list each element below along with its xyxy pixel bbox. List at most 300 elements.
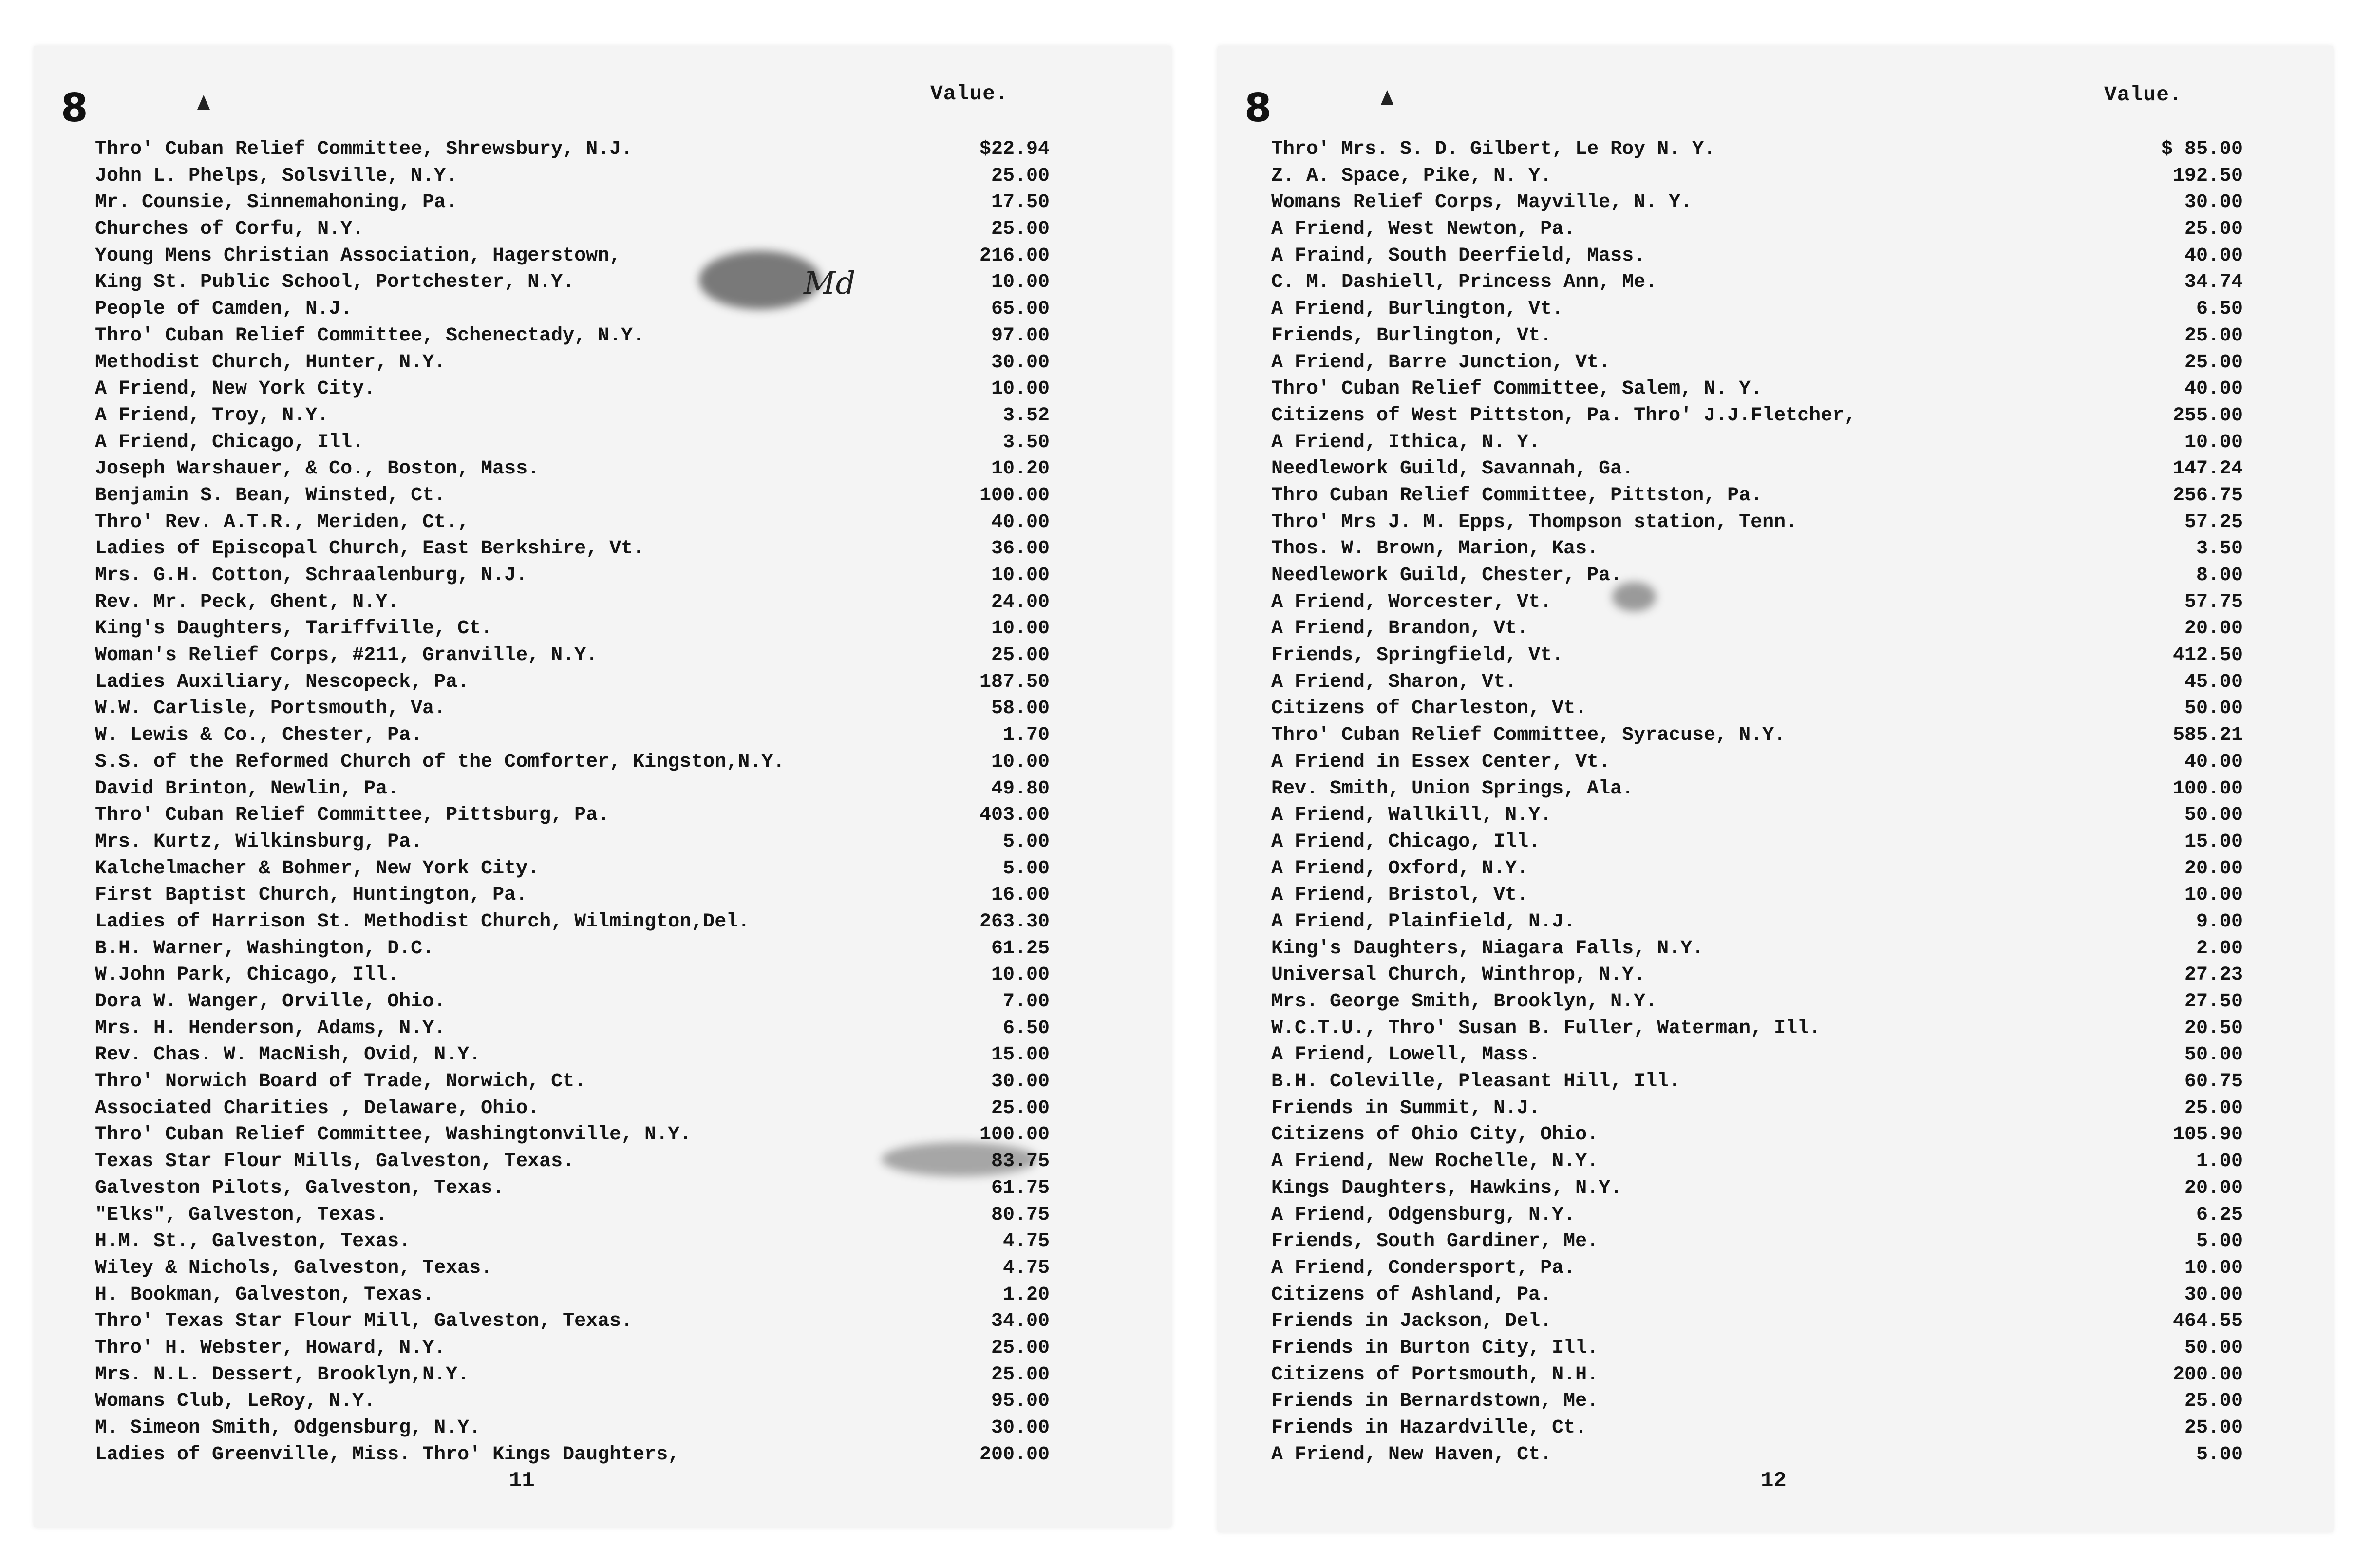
donation-row bbox=[1271, 1096, 2243, 1122]
donation-value: 58.00 bbox=[991, 698, 1050, 720]
donation-value: 100.00 bbox=[979, 1124, 1050, 1146]
donation-row bbox=[1271, 483, 2243, 510]
donation-row bbox=[1271, 776, 2243, 803]
donation-row bbox=[95, 1202, 1050, 1229]
donor-name: Mrs. H. Henderson, Adams, N.Y. bbox=[95, 1017, 446, 1039]
donor-name: S.S. of the Reformed Church of the Comforter, Kingston,N.Y. bbox=[95, 751, 785, 773]
donor-name: C. M. Dashiell, Princess Ann, Me. bbox=[1271, 271, 1657, 294]
donation-value: 61.75 bbox=[991, 1177, 1050, 1199]
donation-value: 10.00 bbox=[991, 565, 1050, 586]
donation-row bbox=[95, 1069, 1050, 1096]
donation-value: 5.00 bbox=[2196, 1443, 2243, 1466]
donor-name: Mrs. George Smith, Brooklyn, N.Y. bbox=[1271, 991, 1657, 1013]
donation-row bbox=[1271, 989, 2243, 1016]
donation-row bbox=[1271, 1282, 2243, 1309]
donation-value: 8.00 bbox=[2196, 565, 2243, 586]
donor-name: Woman's Relief Corps, #211, Granville, N.Y. bbox=[95, 644, 598, 667]
donation-value: 5.00 bbox=[2196, 1230, 2243, 1253]
donor-name: Universal Church, Winthrop, N.Y. bbox=[1271, 964, 1646, 986]
donation-row bbox=[95, 776, 1050, 803]
donation-value: 255.00 bbox=[2172, 404, 2243, 427]
donation-value: 147.24 bbox=[2172, 458, 2243, 480]
donation-row bbox=[95, 1415, 1050, 1442]
donation-row bbox=[1271, 1149, 2243, 1175]
donor-name: Thro' Mrs. S. D. Gilbert, Le Roy N. Y. bbox=[1271, 138, 1716, 160]
donor-name: A Friend, Worcester, Vt. bbox=[1271, 591, 1552, 613]
donation-row bbox=[95, 936, 1050, 963]
donor-name: Citizens of Charleston, Vt. bbox=[1271, 698, 1587, 720]
donation-row bbox=[1271, 163, 2243, 190]
donation-row bbox=[95, 749, 1050, 776]
donation-row bbox=[1271, 1175, 2243, 1202]
donation-row bbox=[95, 323, 1050, 350]
donation-row bbox=[1271, 243, 2243, 270]
donor-name: A Friend, Oxford, N.Y. bbox=[1271, 857, 1529, 880]
donor-name: B.H. Coleville, Pleasant Hill, Ill. bbox=[1271, 1071, 1681, 1093]
donor-name: A Friend, New Rochelle, N.Y. bbox=[1271, 1151, 1599, 1173]
donation-row bbox=[1271, 1202, 2243, 1229]
donation-row bbox=[95, 1362, 1050, 1389]
donation-row bbox=[1271, 136, 2243, 163]
donation-value: 34.74 bbox=[2184, 271, 2243, 294]
donor-name: Thro' Cuban Relief Committee, Syracuse, N.Y. bbox=[1271, 724, 1786, 747]
donor-name: Associated Charities , Delaware, Ohio. bbox=[95, 1097, 540, 1119]
donation-value: 45.00 bbox=[2184, 671, 2243, 693]
donor-name: H.M. St., Galveston, Texas. bbox=[95, 1230, 411, 1253]
donation-row bbox=[1271, 563, 2243, 589]
donation-row bbox=[1271, 829, 2243, 856]
donor-name: Galveston Pilots, Galveston, Texas. bbox=[95, 1177, 505, 1199]
donor-name: Citizens of West Pittston, Pa. Thro' J.J.Fletcher, bbox=[1271, 404, 1856, 427]
donation-row bbox=[1271, 1228, 2243, 1255]
donation-value: 10.00 bbox=[991, 964, 1050, 986]
donor-name: Thro' Cuban Relief Committee, Pittsburg, Pa. bbox=[95, 804, 610, 827]
donation-row bbox=[1271, 350, 2243, 377]
donation-row bbox=[95, 722, 1050, 749]
donation-value: 20.50 bbox=[2184, 1017, 2243, 1039]
donation-value: 30.00 bbox=[2184, 191, 2243, 214]
donor-name: W.John Park, Chicago, Ill. bbox=[95, 964, 399, 986]
donation-value: 464.55 bbox=[2172, 1310, 2243, 1333]
donation-value: 585.21 bbox=[2172, 724, 2243, 747]
donor-name: A Friend, Odgensburg, N.Y. bbox=[1271, 1204, 1576, 1226]
donation-value: 50.00 bbox=[2184, 698, 2243, 720]
donor-name: A Friend, West Newton, Pa. bbox=[1271, 218, 1576, 241]
donation-value: 10.20 bbox=[991, 458, 1050, 480]
donation-value: 25.00 bbox=[991, 218, 1050, 241]
donor-name: A Friend, New York City. bbox=[95, 378, 376, 400]
binder-clip-mark: 8 bbox=[61, 85, 88, 131]
donation-value: 25.00 bbox=[2184, 1097, 2243, 1119]
donor-name: Ladies of Episcopal Church, East Berkshire, Vt. bbox=[95, 538, 645, 560]
donation-row bbox=[95, 989, 1050, 1016]
donation-row bbox=[1271, 802, 2243, 829]
donation-value: 30.00 bbox=[991, 351, 1050, 374]
donation-row bbox=[95, 350, 1050, 377]
donation-row bbox=[95, 1122, 1050, 1149]
donor-name: Thro' Rev. A.T.R., Meriden, Ct., bbox=[95, 511, 470, 533]
donation-row bbox=[1271, 456, 2243, 483]
donation-row bbox=[1271, 722, 2243, 749]
donation-row bbox=[95, 962, 1050, 989]
donation-value: 3.50 bbox=[1002, 431, 1050, 453]
donation-row bbox=[95, 642, 1050, 669]
donation-value: 25.00 bbox=[991, 1097, 1050, 1119]
donation-value: 10.00 bbox=[2184, 1257, 2243, 1279]
donation-value: 61.25 bbox=[991, 937, 1050, 960]
donation-row bbox=[95, 1335, 1050, 1362]
donation-value: 100.00 bbox=[979, 484, 1050, 507]
donation-value: 50.00 bbox=[2184, 1044, 2243, 1066]
donor-name: Thro' Cuban Relief Committee, Washingtonville, N.Y. bbox=[95, 1124, 692, 1146]
donation-row bbox=[1271, 909, 2243, 936]
donation-row bbox=[95, 616, 1050, 642]
donation-row bbox=[95, 1442, 1050, 1469]
donation-row bbox=[1271, 1442, 2243, 1469]
donation-row bbox=[1271, 962, 2243, 989]
donation-value: 25.00 bbox=[2184, 351, 2243, 374]
donation-value: 263.30 bbox=[979, 910, 1050, 933]
donor-name: A Friend, Lowell, Mass. bbox=[1271, 1044, 1541, 1066]
donation-value: 5.00 bbox=[1002, 857, 1050, 880]
donation-row bbox=[1271, 1255, 2243, 1282]
donation-value: 10.00 bbox=[991, 751, 1050, 773]
donation-value: 49.80 bbox=[991, 777, 1050, 800]
donation-row bbox=[95, 882, 1050, 909]
donation-value: 95.00 bbox=[991, 1390, 1050, 1413]
donation-value: 25.00 bbox=[991, 165, 1050, 187]
donation-row bbox=[1271, 749, 2243, 776]
donation-row bbox=[95, 696, 1050, 722]
donation-value: 50.00 bbox=[2184, 1337, 2243, 1359]
donor-name: Friends in Summit, N.J. bbox=[1271, 1097, 1541, 1119]
donation-row bbox=[95, 1096, 1050, 1122]
donor-name: Citizens of Ohio City, Ohio. bbox=[1271, 1124, 1599, 1146]
donor-name: Ladies Auxiliary, Nescopeck, Pa. bbox=[95, 671, 470, 693]
donor-name: Mrs. N.L. Dessert, Brooklyn,N.Y. bbox=[95, 1363, 470, 1386]
donation-row bbox=[1271, 189, 2243, 216]
donation-row bbox=[95, 296, 1050, 323]
donor-name: Friends in Burton City, Ill. bbox=[1271, 1337, 1599, 1359]
donation-value: 200.00 bbox=[979, 1443, 1050, 1466]
donation-value: 6.50 bbox=[2196, 298, 2243, 321]
donation-row bbox=[1271, 856, 2243, 883]
donation-value: 83.75 bbox=[991, 1151, 1050, 1173]
donation-row bbox=[95, 669, 1050, 696]
donor-name: Citizens of Portsmouth, N.H. bbox=[1271, 1363, 1599, 1386]
donation-value: 27.50 bbox=[2184, 991, 2243, 1013]
triangle-mark-icon bbox=[197, 95, 210, 110]
donor-name: King St. Public School, Portchester, N.Y. bbox=[95, 271, 575, 294]
donation-value: 20.00 bbox=[2184, 1177, 2243, 1199]
page-number: 11 bbox=[509, 1469, 535, 1493]
donation-row bbox=[1271, 1415, 2243, 1442]
donation-value: 80.75 bbox=[991, 1204, 1050, 1226]
donor-name: A Friend, Ithica, N. Y. bbox=[1271, 431, 1541, 453]
donation-value: 10.00 bbox=[991, 378, 1050, 400]
donor-name: Joseph Warshauer, & Co., Boston, Mass. bbox=[95, 458, 540, 480]
donation-row bbox=[95, 1228, 1050, 1255]
donor-name: A Friend, Brandon, Vt. bbox=[1271, 618, 1529, 640]
donor-name: A Friend, Barre Junction, Vt. bbox=[1271, 351, 1611, 374]
donor-name: "Elks", Galveston, Texas. bbox=[95, 1204, 388, 1226]
donation-row bbox=[95, 1388, 1050, 1415]
donation-row bbox=[95, 243, 1050, 270]
donor-name: John L. Phelps, Solsville, N.Y. bbox=[95, 165, 458, 187]
donation-row bbox=[1271, 1016, 2243, 1042]
donation-value: 30.00 bbox=[991, 1417, 1050, 1439]
donor-name: A Friend, New Haven, Ct. bbox=[1271, 1443, 1552, 1466]
donation-value: 65.00 bbox=[991, 298, 1050, 321]
handwritten-note: Md bbox=[804, 265, 856, 302]
donation-value: 200.00 bbox=[2172, 1363, 2243, 1386]
donation-row bbox=[1271, 936, 2243, 963]
donation-value: 6.50 bbox=[1002, 1017, 1050, 1039]
donor-name: Young Mens Christian Association, Hagerstown, bbox=[95, 245, 621, 267]
donation-value: 3.52 bbox=[1002, 404, 1050, 427]
donation-row bbox=[95, 483, 1050, 510]
donor-name: Thro' Mrs J. M. Epps, Thompson station, Tenn. bbox=[1271, 511, 1798, 533]
donation-row bbox=[1271, 269, 2243, 296]
donor-name: Kalchelmacher & Bohmer, New York City. bbox=[95, 857, 540, 880]
donor-name: Kings Daughters, Hawkins, N.Y. bbox=[1271, 1177, 1622, 1199]
donation-row bbox=[95, 456, 1050, 483]
donor-name: A Friend, Chicago, Ill. bbox=[1271, 831, 1541, 853]
donor-name: King's Daughters, Niagara Falls, N.Y. bbox=[1271, 937, 1704, 960]
donor-name: A Friend, Chicago, Ill. bbox=[95, 431, 364, 453]
donation-value: 256.75 bbox=[2172, 484, 2243, 507]
donation-value: 27.23 bbox=[2184, 964, 2243, 986]
donation-value: 4.75 bbox=[1002, 1230, 1050, 1253]
donor-name: Thos. W. Brown, Marion, Kas. bbox=[1271, 538, 1599, 560]
donor-name: Mrs. G.H. Cotton, Schraalenburg, N.J. bbox=[95, 565, 528, 586]
donation-row bbox=[95, 510, 1050, 536]
donor-name: H. Bookman, Galveston, Texas. bbox=[95, 1284, 434, 1306]
donation-value: 60.75 bbox=[2184, 1071, 2243, 1093]
donor-name: Mr. Counsie, Sinnemahoning, Pa. bbox=[95, 191, 458, 214]
donation-row bbox=[1271, 882, 2243, 909]
donation-value: 40.00 bbox=[2184, 378, 2243, 400]
donation-value: 5.00 bbox=[1002, 831, 1050, 853]
donation-value: 97.00 bbox=[991, 324, 1050, 347]
donation-value: 7.00 bbox=[1002, 991, 1050, 1013]
donation-value: 403.00 bbox=[979, 804, 1050, 827]
donor-name: Benjamin S. Bean, Winsted, Ct. bbox=[95, 484, 446, 507]
donor-name: Mrs. Kurtz, Wilkinsburg, Pa. bbox=[95, 831, 423, 853]
donor-name: Womans Club, LeRoy, N.Y. bbox=[95, 1390, 376, 1413]
donation-value: 20.00 bbox=[2184, 618, 2243, 640]
donation-list bbox=[95, 136, 1050, 1468]
donor-name: Thro' Cuban Relief Committee, Shrewsbury, N.J. bbox=[95, 138, 633, 160]
donation-value: 20.00 bbox=[2184, 857, 2243, 880]
donor-name: Methodist Church, Hunter, N.Y. bbox=[95, 351, 446, 374]
donation-row bbox=[1271, 642, 2243, 669]
donation-row bbox=[95, 1016, 1050, 1042]
donation-value: 216.00 bbox=[979, 245, 1050, 267]
donor-name: Rev. Smith, Union Springs, Ala. bbox=[1271, 777, 1634, 800]
donation-row bbox=[1271, 1122, 2243, 1149]
donor-name: Texas Star Flour Mills, Galveston, Texas. bbox=[95, 1151, 575, 1173]
donation-row bbox=[95, 216, 1050, 243]
donation-row bbox=[95, 856, 1050, 883]
donor-name: M. Simeon Smith, Odgensburg, N.Y. bbox=[95, 1417, 481, 1439]
ledger-page-12 bbox=[1218, 46, 2333, 1532]
donation-value: 25.00 bbox=[991, 1363, 1050, 1386]
donation-row bbox=[95, 802, 1050, 829]
donation-value: 25.00 bbox=[2184, 218, 2243, 241]
donation-value: 3.50 bbox=[2196, 538, 2243, 560]
donation-value: 25.00 bbox=[991, 1337, 1050, 1359]
donation-row bbox=[95, 1255, 1050, 1282]
donation-row bbox=[95, 163, 1050, 190]
donation-value: 16.00 bbox=[991, 884, 1050, 907]
donor-name: Thro' Cuban Relief Committee, Salem, N. Y. bbox=[1271, 378, 1763, 400]
donation-row bbox=[1271, 296, 2243, 323]
donor-name: Friends, Springfield, Vt. bbox=[1271, 644, 1564, 667]
donation-value: 36.00 bbox=[991, 538, 1050, 560]
donor-name: King's Daughters, Tariffville, Ct. bbox=[95, 618, 493, 640]
donation-row bbox=[95, 189, 1050, 216]
donor-name: A Fraind, South Deerfield, Mass. bbox=[1271, 245, 1646, 267]
donor-name: W.W. Carlisle, Portsmouth, Va. bbox=[95, 698, 446, 720]
donor-name: A Friend, Sharon, Vt. bbox=[1271, 671, 1517, 693]
donation-value: $ 85.00 bbox=[2161, 138, 2243, 160]
donation-value: 15.00 bbox=[2184, 831, 2243, 853]
donation-row bbox=[95, 563, 1050, 589]
donation-value: 30.00 bbox=[2184, 1284, 2243, 1306]
donor-name: Rev. Mr. Peck, Ghent, N.Y. bbox=[95, 591, 399, 613]
donor-name: Womans Relief Corps, Mayville, N. Y. bbox=[1271, 191, 1693, 214]
donor-name: A Friend, Wallkill, N.Y. bbox=[1271, 804, 1552, 827]
donor-name: Thro' Norwich Board of Trade, Norwich, Ct. bbox=[95, 1071, 586, 1093]
donation-value: 30.00 bbox=[991, 1071, 1050, 1093]
donation-value: 9.00 bbox=[2196, 910, 2243, 933]
donation-value: 25.00 bbox=[991, 644, 1050, 667]
donation-value: 25.00 bbox=[2184, 1390, 2243, 1413]
donor-name: Friends in Jackson, Del. bbox=[1271, 1310, 1552, 1333]
donation-row bbox=[95, 1175, 1050, 1202]
donation-value: 57.25 bbox=[2184, 511, 2243, 533]
donation-row bbox=[1271, 1388, 2243, 1415]
donation-row bbox=[1271, 510, 2243, 536]
donation-value: 15.00 bbox=[991, 1044, 1050, 1066]
value-column-header: Value. bbox=[2104, 83, 2183, 107]
donation-row bbox=[95, 536, 1050, 563]
donor-name: Friends in Hazardville, Ct. bbox=[1271, 1417, 1587, 1439]
donation-value: 1.20 bbox=[1002, 1284, 1050, 1306]
donation-row bbox=[1271, 430, 2243, 456]
donor-name: A Friend, Burlington, Vt. bbox=[1271, 298, 1564, 321]
donation-value: 10.00 bbox=[991, 271, 1050, 294]
donor-name: Needlework Guild, Savannah, Ga. bbox=[1271, 458, 1634, 480]
donation-value: 40.00 bbox=[991, 511, 1050, 533]
donor-name: Churches of Corfu, N.Y. bbox=[95, 218, 364, 241]
donation-value: 40.00 bbox=[2184, 245, 2243, 267]
donor-name: Wiley & Nichols, Galveston, Texas. bbox=[95, 1257, 493, 1279]
donor-name: Thro Cuban Relief Committee, Pittston, Pa. bbox=[1271, 484, 1763, 507]
donation-row bbox=[1271, 616, 2243, 642]
donation-value: 24.00 bbox=[991, 591, 1050, 613]
donation-row bbox=[95, 269, 1050, 296]
donor-name: Thro' Cuban Relief Committee, Schenectady, N.Y. bbox=[95, 324, 645, 347]
donor-name: First Baptist Church, Huntington, Pa. bbox=[95, 884, 528, 907]
donation-row bbox=[1271, 696, 2243, 722]
donation-value: 105.90 bbox=[2172, 1124, 2243, 1146]
donation-value: 17.50 bbox=[991, 191, 1050, 214]
value-column-header: Value. bbox=[930, 82, 1009, 106]
donation-row bbox=[95, 1308, 1050, 1335]
donor-name: People of Camden, N.J. bbox=[95, 298, 353, 321]
donor-name: Friends, Burlington, Vt. bbox=[1271, 324, 1552, 347]
donation-value: 10.00 bbox=[2184, 431, 2243, 453]
donation-row bbox=[1271, 1362, 2243, 1389]
page-number: 12 bbox=[1761, 1469, 1787, 1493]
donation-row bbox=[95, 136, 1050, 163]
donation-value: 25.00 bbox=[2184, 1417, 2243, 1439]
donation-value: 57.75 bbox=[2184, 591, 2243, 613]
donor-name: A Friend, Troy, N.Y. bbox=[95, 404, 329, 427]
donation-value: 1.70 bbox=[1002, 724, 1050, 747]
donation-value: 187.50 bbox=[979, 671, 1050, 693]
donation-value: 10.00 bbox=[2184, 884, 2243, 907]
donation-value: 192.50 bbox=[2172, 165, 2243, 187]
donation-value: 100.00 bbox=[2172, 777, 2243, 800]
donation-row bbox=[95, 1282, 1050, 1309]
donor-name: David Brinton, Newlin, Pa. bbox=[95, 777, 399, 800]
donation-row bbox=[1271, 536, 2243, 563]
donation-row bbox=[1271, 403, 2243, 430]
donation-list bbox=[1271, 136, 2243, 1468]
donor-name: B.H. Warner, Washington, D.C. bbox=[95, 937, 434, 960]
donation-row bbox=[1271, 589, 2243, 616]
donation-value: 40.00 bbox=[2184, 751, 2243, 773]
donation-row bbox=[95, 909, 1050, 936]
donor-name: A Friend, Condersport, Pa. bbox=[1271, 1257, 1576, 1279]
donation-row bbox=[1271, 376, 2243, 403]
donor-name: Needlework Guild, Chester, Pa. bbox=[1271, 565, 1622, 586]
donation-value: 25.00 bbox=[2184, 324, 2243, 347]
donation-value: 1.00 bbox=[2196, 1151, 2243, 1173]
donor-name: Ladies of Greenville, Miss. Thro' Kings Daughters, bbox=[95, 1443, 680, 1466]
donation-row bbox=[1271, 1069, 2243, 1096]
donation-value: 50.00 bbox=[2184, 804, 2243, 827]
donation-row bbox=[95, 1042, 1050, 1069]
donor-name: A Friend, Plainfield, N.J. bbox=[1271, 910, 1576, 933]
donor-name: A Friend in Essex Center, Vt. bbox=[1271, 751, 1611, 773]
donor-name: Dora W. Wanger, Orville, Ohio. bbox=[95, 991, 446, 1013]
donation-row bbox=[95, 376, 1050, 403]
donor-name: A Friend, Bristol, Vt. bbox=[1271, 884, 1529, 907]
ledger-page-11 bbox=[34, 46, 1171, 1527]
donor-name: Ladies of Harrison St. Methodist Church, Wilmington,Del. bbox=[95, 910, 750, 933]
donor-name: Rev. Chas. W. MacNish, Ovid, N.Y. bbox=[95, 1044, 481, 1066]
donor-name: Citizens of Ashland, Pa. bbox=[1271, 1284, 1552, 1306]
donation-value: $22.94 bbox=[979, 138, 1050, 160]
donation-row bbox=[1271, 323, 2243, 350]
donation-row bbox=[95, 403, 1050, 430]
donation-row bbox=[95, 589, 1050, 616]
donation-row bbox=[1271, 1308, 2243, 1335]
donor-name: Thro' H. Webster, Howard, N.Y. bbox=[95, 1337, 446, 1359]
donation-value: 4.75 bbox=[1002, 1257, 1050, 1279]
donation-value: 412.50 bbox=[2172, 644, 2243, 667]
donation-row bbox=[1271, 1335, 2243, 1362]
donation-value: 6.25 bbox=[2196, 1204, 2243, 1226]
donation-value: 10.00 bbox=[991, 618, 1050, 640]
donation-row bbox=[1271, 216, 2243, 243]
donation-row bbox=[95, 829, 1050, 856]
donor-name: Thro' Texas Star Flour Mill, Galveston, Texas. bbox=[95, 1310, 633, 1333]
